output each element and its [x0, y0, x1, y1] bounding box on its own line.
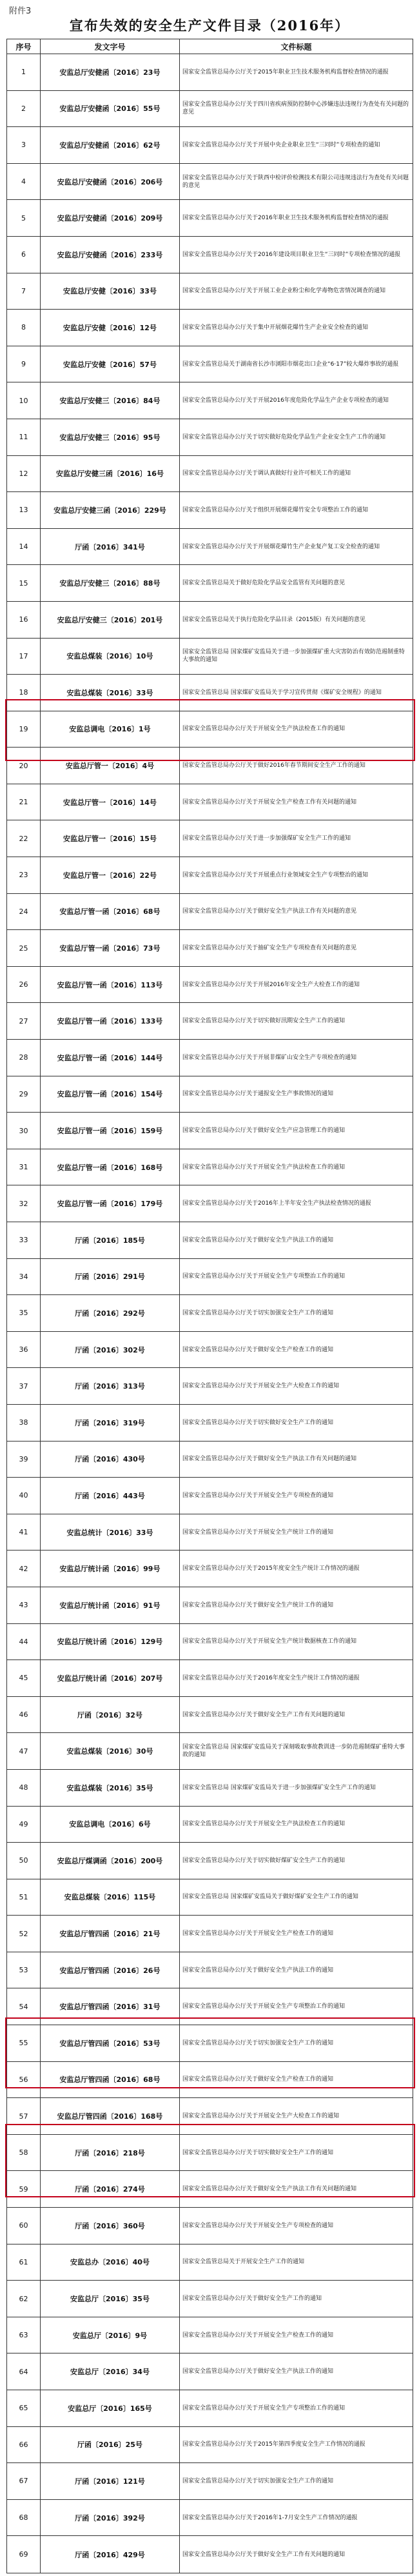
row-title: 国家安全监管总局关于执行危险化学品目录（2015版）有关问题的意见 [180, 601, 413, 638]
table-row [7, 346, 413, 382]
row-title: 国家安全监管总局办公厅关于开展安全生产专项整治工作的通知 [180, 2390, 413, 2427]
row-title: 国家安全监管总局 国家煤矿安监局关于进一步加强煤矿重大灾害防治有效防范遏制重特大事故的通知 [180, 638, 413, 675]
row-doc-number: 厅函〔2016〕32号 [41, 1696, 180, 1733]
row-doc-number: 安监总厅〔2016〕35号 [41, 2281, 180, 2317]
row-number: 35 [7, 1295, 41, 1332]
table-row [7, 1478, 413, 1514]
file-table [6, 39, 413, 2573]
row-doc-number: 安监总厅安健函〔2016〕206号 [41, 163, 180, 200]
row-doc-number: 安监总煤装〔2016〕33号 [41, 675, 180, 711]
row-number: 68 [7, 2499, 41, 2536]
row-title: 国家安全监管总局办公厅关于切实加强安全生产工作的通知 [180, 2025, 413, 2062]
row-doc-number: 安监总厅安健函〔2016〕209号 [41, 200, 180, 237]
row-doc-number: 厅函〔2016〕429号 [41, 2536, 180, 2573]
row-number: 8 [7, 310, 41, 346]
table-row [7, 1113, 413, 1149]
table-row [7, 2536, 413, 2573]
row-title: 国家安全监管总局办公厅关于开展安全生产执法检查工作的通知 [180, 711, 413, 748]
row-doc-number: 安监总厅管一〔2016〕4号 [41, 748, 180, 784]
row-title: 国家安全监管总局办公厅关于开展安全生产统计数据核查工作的通知 [180, 1623, 413, 1660]
table-row [7, 2281, 413, 2317]
row-number: 49 [7, 1806, 41, 1843]
row-title: 国家安全监管总局办公厅关于开展安全生产专项检查的通知 [180, 1478, 413, 1514]
row-title: 国家安全监管总局办公厅关于做好安全生产执法工作有关问题的通知 [180, 2171, 413, 2208]
row-doc-number: 安监总厅管一函〔2016〕133号 [41, 1003, 180, 1040]
table-row [7, 492, 413, 529]
header-title: 文件标题 [180, 39, 413, 54]
row-number: 60 [7, 2208, 41, 2244]
row-title: 国家安全监管总局办公厅关于2015年第四季度安全生产工作情况的通报 [180, 2426, 413, 2463]
row-title: 国家安全监管总局办公厅关于做好安全生产工作的通知 [180, 2281, 413, 2317]
row-title: 国家安全监管总局办公厅关于开展安全生产检查工作的通知 [180, 1916, 413, 1952]
row-title: 国家安全监管总局办公厅关于2015年职业卫生技术服务机构监督检查情况的通报 [180, 54, 413, 91]
row-number: 67 [7, 2463, 41, 2500]
row-title: 国家安全监管总局办公厅关于2016年上半年安全生产执法检查情况的通报 [180, 1185, 413, 1222]
table-row [7, 1696, 413, 1733]
table-row [7, 601, 413, 638]
row-doc-number: 安监总统计〔2016〕33号 [41, 1514, 180, 1551]
row-title: 国家安全监管总局办公厅关于做好安全生产执法工作有关问题的意见 [180, 893, 413, 930]
row-number: 65 [7, 2390, 41, 2427]
row-doc-number: 安监总厅统计函〔2016〕207号 [41, 1660, 180, 1697]
row-doc-number: 安监总厅管一函〔2016〕179号 [41, 1185, 180, 1222]
table-row [7, 1623, 413, 1660]
row-number: 1 [7, 54, 41, 91]
row-doc-number: 厅函〔2016〕392号 [41, 2499, 180, 2536]
row-title: 国家安全监管总局办公厅关于2016年职业卫生技术服务机构监督检查情况的通报 [180, 200, 413, 237]
row-title: 国家安全监管总局办公厅关于做好安全生产检查工作的通知 [180, 1331, 413, 1368]
table-row [7, 2244, 413, 2281]
row-doc-number: 安监总煤装〔2016〕115号 [41, 1879, 180, 1916]
row-number: 37 [7, 1368, 41, 1405]
row-title: 国家安全监管总局办公厅关于开展重点行业领域安全生产专项整治的通知 [180, 857, 413, 894]
row-number: 25 [7, 930, 41, 967]
row-number: 20 [7, 748, 41, 784]
table-row [7, 2463, 413, 2500]
row-doc-number: 安监总厅管一函〔2016〕68号 [41, 893, 180, 930]
row-doc-number: 安监总厅管四函〔2016〕168号 [41, 2098, 180, 2135]
row-title: 国家安全监管总局办公厅关于开展安全生产大检查工作的通知 [180, 1368, 413, 1405]
row-title: 国家安全监管总局 国家煤矿安监局关于学习宣传贯彻《煤矿安全规程》的通知 [180, 675, 413, 711]
row-number: 23 [7, 857, 41, 894]
table-row [7, 638, 413, 675]
row-doc-number: 安监总厅管一函〔2016〕168号 [41, 1149, 180, 1185]
row-number: 39 [7, 1441, 41, 1478]
table-row [7, 820, 413, 857]
row-number: 42 [7, 1551, 41, 1587]
row-title: 国家安全监管总局办公厅关于做好安全生产统计工作的通知 [180, 1587, 413, 1623]
row-doc-number: 安监总厅管四函〔2016〕68号 [41, 2061, 180, 2098]
row-number: 24 [7, 893, 41, 930]
table-row [7, 2390, 413, 2427]
row-title: 国家安全监管总局办公厅关于切实做好汛期安全生产工作的通知 [180, 1003, 413, 1040]
row-number: 57 [7, 2098, 41, 2135]
row-number: 4 [7, 163, 41, 200]
row-number: 5 [7, 200, 41, 237]
row-doc-number: 安监总厅安健三〔2016〕84号 [41, 382, 180, 419]
header-doc-no: 发文字号 [41, 39, 180, 54]
row-doc-number: 安监总调电〔2016〕1号 [41, 711, 180, 748]
row-doc-number: 安监总厅管一函〔2016〕73号 [41, 930, 180, 967]
table-row [7, 2426, 413, 2463]
table-row [7, 1769, 413, 1806]
row-title: 国家安全监管总局办公厅关于开展2016年安全生产大检查工作的通知 [180, 966, 413, 1003]
row-doc-number: 安监总煤装〔2016〕10号 [41, 638, 180, 675]
row-number: 7 [7, 273, 41, 310]
table-row [7, 2171, 413, 2208]
table-row [7, 90, 413, 127]
row-doc-number: 厅函〔2016〕25号 [41, 2426, 180, 2463]
row-doc-number: 厅函〔2016〕360号 [41, 2208, 180, 2244]
table-row [7, 2098, 413, 2135]
row-doc-number: 安监总厅管一函〔2016〕144号 [41, 1040, 180, 1076]
row-doc-number: 厅函〔2016〕341号 [41, 528, 180, 565]
row-doc-number: 安监总厅安健函〔2016〕55号 [41, 90, 180, 127]
table-row [7, 930, 413, 967]
row-number: 45 [7, 1660, 41, 1697]
row-title: 国家安全监管总局办公厅关于开展安全生产执法检查工作的通知 [180, 1149, 413, 1185]
row-title: 国家安全监管总局办公厅关于做好安全生产执法工作有关问题的通知 [180, 1441, 413, 1478]
row-doc-number: 安监总厅管四函〔2016〕21号 [41, 1916, 180, 1952]
row-title: 国家安全监管总局办公厅关于陕西中检评价检测技术有限公司违规违法行为查处有关问题的意见 [180, 163, 413, 200]
table-row [7, 1149, 413, 1185]
row-doc-number: 安监总厅安健函〔2016〕23号 [41, 54, 180, 91]
row-doc-number: 安监总厅安健〔2016〕12号 [41, 310, 180, 346]
row-number: 52 [7, 1916, 41, 1952]
row-doc-number: 安监总厅管一〔2016〕15号 [41, 820, 180, 857]
row-number: 38 [7, 1404, 41, 1441]
table-row [7, 419, 413, 455]
row-doc-number: 厅函〔2016〕302号 [41, 1331, 180, 1368]
table-row [7, 857, 413, 894]
row-number: 62 [7, 2281, 41, 2317]
table-row [7, 1258, 413, 1295]
row-number: 55 [7, 2025, 41, 2062]
row-title: 国家安全监管总局办公厅关于开展安全生产统计工作的通知 [180, 1514, 413, 1551]
table-row [7, 1331, 413, 1368]
row-title: 国家安全监管总局办公厅关于切实做好煤矿安全生产工作的通知 [180, 1843, 413, 1879]
row-number: 18 [7, 675, 41, 711]
row-number: 47 [7, 1733, 41, 1770]
row-doc-number: 安监总厅管一〔2016〕14号 [41, 784, 180, 820]
row-doc-number: 安监总厅安健三〔2016〕95号 [41, 419, 180, 455]
table-row [7, 2317, 413, 2353]
table-row [7, 528, 413, 565]
row-doc-number: 安监总厅煤调函〔2016〕200号 [41, 1843, 180, 1879]
row-number: 30 [7, 1113, 41, 1149]
row-doc-number: 安监总厅统计函〔2016〕129号 [41, 1623, 180, 1660]
table-row [7, 565, 413, 602]
row-number: 66 [7, 2426, 41, 2463]
row-number: 44 [7, 1623, 41, 1660]
row-doc-number: 安监总厅管四函〔2016〕26号 [41, 1952, 180, 1988]
row-doc-number: 安监总厅安健三〔2016〕201号 [41, 601, 180, 638]
row-number: 59 [7, 2171, 41, 2208]
row-number: 12 [7, 455, 41, 492]
row-title: 国家安全监管总局关于开展安全生产工作的通知 [180, 2244, 413, 2281]
row-title: 国家安全监管总局办公厅关于抽矿安全生产专项检查有关问题的意见 [180, 930, 413, 967]
row-title: 国家安全监管总局办公厅关于切实加强安全生产工作的通知 [180, 1295, 413, 1332]
row-doc-number: 厅函〔2016〕291号 [41, 1258, 180, 1295]
row-number: 2 [7, 90, 41, 127]
row-title: 国家安全监管总局办公厅关于做好安全生产检查工作的通知 [180, 2061, 413, 2098]
row-number: 53 [7, 1952, 41, 1988]
table-row [7, 1988, 413, 2025]
row-number: 54 [7, 1988, 41, 2025]
row-doc-number: 安监总厅安健三函〔2016〕229号 [41, 492, 180, 529]
row-doc-number: 安监总厅管一〔2016〕22号 [41, 857, 180, 894]
table-row [7, 54, 413, 91]
row-doc-number: 安监总厅〔2016〕165号 [41, 2390, 180, 2427]
row-title: 国家安全监管总局办公厅关于开展2016年度危险化学品生产企业专项检查的通知 [180, 382, 413, 419]
row-number: 13 [7, 492, 41, 529]
row-doc-number: 厅函〔2016〕292号 [41, 1295, 180, 1332]
row-doc-number: 安监总厅统计函〔2016〕91号 [41, 1587, 180, 1623]
row-number: 40 [7, 1478, 41, 1514]
table-row [7, 675, 413, 711]
row-number: 16 [7, 601, 41, 638]
row-title: 国家安全监管总局办公厅关于做好2016年春节期间安全生产工作的通知 [180, 748, 413, 784]
row-title: 国家安全监管总局办公厅关于开展安全生产检查工作有关问题的通知 [180, 784, 413, 820]
row-number: 64 [7, 2353, 41, 2390]
row-doc-number: 安监总厅管一函〔2016〕154号 [41, 1076, 180, 1113]
table-row [7, 1879, 413, 1916]
row-doc-number: 厅函〔2016〕274号 [41, 2171, 180, 2208]
table-row [7, 273, 413, 310]
row-number: 29 [7, 1076, 41, 1113]
row-doc-number: 厅函〔2016〕430号 [41, 1441, 180, 1478]
row-title: 国家安全监管总局办公厅关于做好安全生产工作有关问题的通知 [180, 1696, 413, 1733]
row-title: 国家安全监管总局关于做好危险化学品安全监管有关问题的意见 [180, 565, 413, 602]
row-title: 国家安全监管总局办公厅关于开展中央企业职业卫生“三同时”专项检查的通知 [180, 127, 413, 164]
row-title: 国家安全监管总局办公厅关于2015年度安全生产统计工作情况的通报 [180, 1551, 413, 1587]
row-doc-number: 安监总厅安健函〔2016〕233号 [41, 236, 180, 273]
row-number: 32 [7, 1185, 41, 1222]
row-doc-number: 安监总厅统计函〔2016〕99号 [41, 1551, 180, 1587]
row-title: 国家安全监管总局办公厅关于开展安全生产大检查工作的通知 [180, 2098, 413, 2135]
row-doc-number: 安监总厅安健〔2016〕57号 [41, 346, 180, 382]
row-number: 33 [7, 1222, 41, 1259]
row-number: 43 [7, 1587, 41, 1623]
row-title: 国家安全监管总局办公厅关于开展非煤矿山安全生产专项检查的通知 [180, 1040, 413, 1076]
table-row [7, 1441, 413, 1478]
table-row [7, 455, 413, 492]
row-doc-number: 安监总厅管一函〔2016〕159号 [41, 1113, 180, 1149]
row-title: 国家安全监管总局办公厅关于进一步加强煤矿安全生产工作的通知 [180, 820, 413, 857]
row-doc-number: 安监总厅管四函〔2016〕31号 [41, 1988, 180, 2025]
table-row [7, 1185, 413, 1222]
table-row [7, 382, 413, 419]
row-number: 27 [7, 1003, 41, 1040]
row-number: 14 [7, 528, 41, 565]
row-title: 国家安全监管总局办公厅关于开展工业企业粉尘和化学毒物危害情况调查的通知 [180, 273, 413, 310]
table-row [7, 1040, 413, 1076]
row-title: 国家安全监管总局办公厅关于切实做好安全生产工作的通知 [180, 2134, 413, 2171]
row-number: 61 [7, 2244, 41, 2281]
table-row [7, 1514, 413, 1551]
table-body [7, 54, 413, 2573]
row-number: 63 [7, 2317, 41, 2353]
row-doc-number: 安监总厅〔2016〕9号 [41, 2317, 180, 2353]
row-doc-number: 安监总厅安健〔2016〕33号 [41, 273, 180, 310]
row-number: 51 [7, 1879, 41, 1916]
row-title: 国家安全监管总局办公厅关于2016年建设项目职业卫生“三同时”专项检查情况的通报 [180, 236, 413, 273]
table-row [7, 1076, 413, 1113]
row-number: 3 [7, 127, 41, 164]
table-row [7, 1295, 413, 1332]
row-doc-number: 厅函〔2016〕319号 [41, 1404, 180, 1441]
row-doc-number: 安监总厅安健函〔2016〕62号 [41, 127, 180, 164]
row-number: 26 [7, 966, 41, 1003]
header-number: 序号 [7, 39, 41, 54]
row-title: 国家安全监管总局 国家煤矿安监局关于进一步加强煤矿安全生产工作的通知 [180, 1769, 413, 1806]
attachment-label: 附件3 [9, 6, 32, 16]
table-row [7, 893, 413, 930]
row-title: 国家安全监管总局办公厅关于做好安全生产工作有关问题的通知 [180, 2536, 413, 2573]
row-doc-number: 安监总办〔2016〕40号 [41, 2244, 180, 2281]
table-row [7, 784, 413, 820]
row-title: 国家安全监管总局办公厅关于开展安全生产专项检查的通知 [180, 2208, 413, 2244]
table-row [7, 1952, 413, 1988]
row-doc-number: 安监总厅安健三〔2016〕88号 [41, 565, 180, 602]
table-row [7, 1587, 413, 1623]
row-title: 国家安全监管总局办公厅关于组织开展烟花爆竹安全专项整治工作的通知 [180, 492, 413, 529]
table-row [7, 1368, 413, 1405]
row-doc-number: 厅函〔2016〕313号 [41, 1368, 180, 1405]
table-row [7, 1916, 413, 1952]
table-row [7, 1806, 413, 1843]
row-doc-number: 安监总厅安健三函〔2016〕16号 [41, 455, 180, 492]
row-number: 21 [7, 784, 41, 820]
table-row [7, 748, 413, 784]
row-number: 69 [7, 2536, 41, 2573]
row-title: 国家安全监管总局办公厅关于切实做好危险化学品生产企业安全生产工作的通知 [180, 419, 413, 455]
row-doc-number: 厅函〔2016〕121号 [41, 2463, 180, 2500]
table-row [7, 1733, 413, 1770]
row-number: 6 [7, 236, 41, 273]
row-title: 国家安全监管总局办公厅关于做好安全生产执法工作的通知 [180, 1952, 413, 1988]
row-doc-number: 安监总调电〔2016〕6号 [41, 1806, 180, 1843]
row-number: 15 [7, 565, 41, 602]
row-title: 国家安全监管总局办公厅关于做好安全生产执法工作的通知 [180, 2353, 413, 2390]
row-number: 19 [7, 711, 41, 748]
row-number: 41 [7, 1514, 41, 1551]
table-row [7, 200, 413, 237]
table-row [7, 310, 413, 346]
table-row [7, 236, 413, 273]
table-row [7, 1843, 413, 1879]
row-title: 国家安全监管总局办公厅关于集中开展烟花爆竹生产企业安全检查的通知 [180, 310, 413, 346]
table-row [7, 2499, 413, 2536]
table-row [7, 2025, 413, 2062]
row-doc-number: 安监总煤装〔2016〕35号 [41, 1769, 180, 1806]
row-doc-number: 厅函〔2016〕185号 [41, 1222, 180, 1259]
row-title: 国家安全监管总局办公厅关于开展安全生产专项整治工作的通知 [180, 1258, 413, 1295]
row-title: 国家安全监管总局 国家煤矿安监局关于深刻吸取事故教训进一步防范遏制煤矿重特大事故的通知 [180, 1733, 413, 1770]
table-row [7, 1222, 413, 1259]
row-number: 17 [7, 638, 41, 675]
table-row [7, 2353, 413, 2390]
row-number: 10 [7, 382, 41, 419]
row-title: 国家安全监管总局办公厅关于四川省疾病预防控制中心涉嫌违法违规行为查处有关问题的意见 [180, 90, 413, 127]
row-doc-number: 厅函〔2016〕443号 [41, 1478, 180, 1514]
table-row [7, 1404, 413, 1441]
table-row [7, 2061, 413, 2098]
row-title: 国家安全监管总局办公厅关于2016年度安全生产统计工作情况的通报 [180, 1660, 413, 1697]
row-title: 国家安全监管总局办公厅关于2016年1-7月安全生产工作情况的通报 [180, 2499, 413, 2536]
row-doc-number: 厅函〔2016〕218号 [41, 2134, 180, 2171]
table-row [7, 1551, 413, 1587]
row-title: 国家安全监管总局办公厅关于做好安全生产执法工作的通知 [180, 1222, 413, 1259]
row-number: 22 [7, 820, 41, 857]
table-row [7, 127, 413, 164]
row-number: 58 [7, 2134, 41, 2171]
table-row [7, 1660, 413, 1697]
row-title: 国家安全监管总局办公厅关于开展安全生产检查工作的通知 [180, 2317, 413, 2353]
table-row [7, 1003, 413, 1040]
row-number: 34 [7, 1258, 41, 1295]
row-number: 50 [7, 1843, 41, 1879]
row-number: 9 [7, 346, 41, 382]
row-title: 国家安全监管总局 国家煤矿安监局关于做好煤矿安全生产工作的通知 [180, 1879, 413, 1916]
table-row [7, 2208, 413, 2244]
row-title: 国家安全监管总局办公厅关于调认真做好行业许可相关工作的通知 [180, 455, 413, 492]
table-row [7, 2134, 413, 2171]
row-number: 46 [7, 1696, 41, 1733]
row-number: 48 [7, 1769, 41, 1806]
row-doc-number: 安监总煤装〔2016〕30号 [41, 1733, 180, 1770]
row-doc-number: 安监总厅〔2016〕34号 [41, 2353, 180, 2390]
row-title: 国家安全监管总局办公厅关于通报安全生产事故情况的通知 [180, 1076, 413, 1113]
table-row [7, 163, 413, 200]
table-row [7, 711, 413, 748]
row-number: 28 [7, 1040, 41, 1076]
row-title: 国家安全监管总局办公厅关于切实加强安全生产工作的通知 [180, 2463, 413, 2500]
row-title: 国家安全监管总局办公厅关于开展烟花爆竹生产企业复产复工安全检查的通知 [180, 528, 413, 565]
row-number: 31 [7, 1149, 41, 1185]
row-title: 国家安全监管总局办公厅关于开展安全生产专项整治工作的通知 [180, 1988, 413, 2025]
row-number: 36 [7, 1331, 41, 1368]
row-title: 国家安全监管总局办公厅关于做好安全生产应急管理工作的通知 [180, 1113, 413, 1149]
page-title: 宣布失效的安全生产文件目录（2016年） [69, 17, 350, 34]
table-row [7, 966, 413, 1003]
row-title: 国家安全监管总局办公厅关于切实做好安全生产工作的通知 [180, 1404, 413, 1441]
table-header-row [7, 39, 413, 54]
row-number: 56 [7, 2061, 41, 2098]
row-title: 国家安全监管总局办公厅关于开展安全生产执法检查工作的通知 [180, 1806, 413, 1843]
row-title: 国家安全监管总局关于湖南省长沙市浏阳市烟花出口企业“6·17”较大爆炸事故的通报 [180, 346, 413, 382]
row-doc-number: 安监总厅管一函〔2016〕113号 [41, 966, 180, 1003]
row-number: 11 [7, 419, 41, 455]
row-doc-number: 安监总厅管四函〔2016〕53号 [41, 2025, 180, 2062]
